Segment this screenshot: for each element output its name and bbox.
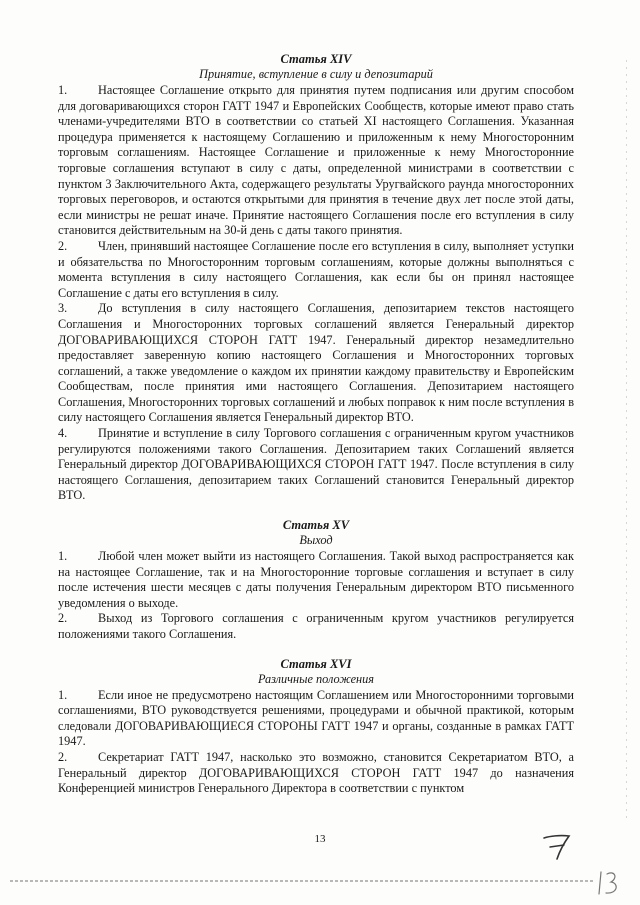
paragraph-number: 2.: [58, 749, 68, 764]
paragraph-text: Член, принявший настоящее Соглашение после его вступления в силу, выполняет уступки и обязательства по Многосторонним торговым соглашениям, которые должны выполняться с момента вступления в силу настоящего Соглашения, как если бы он принял настоящее Соглашение с даты его вступления в силу.: [58, 238, 574, 300]
article-subtitle: Принятие, вступление в силу и депозитарий: [199, 67, 433, 81]
paragraph-text: Выход из Торгового соглашения с ограниченным кругом участников регулируется положениями такого Соглашения.: [58, 611, 574, 641]
paragraph: [58, 688, 574, 750]
article-title: Статья XV: [282, 518, 350, 533]
paragraph: [58, 239, 574, 301]
handwritten-mark-13: [596, 868, 622, 898]
article-xiv: [58, 52, 574, 504]
paragraph-text: Любой член может выйти из настоящего Соглашения. Такой выход распространяется как на настоящее Соглашение, так и на Многосторонние торговые соглашения и вступает в силу после истечения шести месяцев с даты получения Генеральным директором ВТО письменного уведомления о выходе.: [58, 549, 574, 610]
paragraph-text: Секретариат ГАТТ 1947, насколько это возможно, становится Секретариатом ВТО, а Генеральный директор ДОГОВАРИВАЮЩИХСЯ СТОРОН ГАТТ 1947 до назначения Конференцией министров Генерального Директора в соответствии с пунктом: [58, 749, 574, 796]
paragraph-number: 4.: [58, 426, 68, 441]
document-body: [58, 52, 574, 811]
paragraph: [58, 426, 574, 504]
paragraph-number: 2.: [58, 611, 68, 626]
paragraph-text: Принятие и вступление в силу Торгового соглашения с ограниченным кругом участников регулируются положениями такого Соглашения. Депозитарием таких Соглашений является Генеральный директор ДОГОВАРИВАЮЩИХСЯ СТОРОН ГАТТ 1947. После вступления в силу настоящего Соглашения, депозитарием таких Соглашений становится Генеральный директор ВТО.: [58, 426, 574, 503]
scan-edge-right: [626, 60, 627, 820]
paragraph-number: 2.: [58, 238, 68, 253]
article-xv: [58, 518, 574, 643]
paragraph: [58, 301, 574, 426]
paragraph-number: 3.: [58, 301, 68, 316]
article-subtitle: Выход: [299, 533, 333, 548]
paragraph-number: 1.: [58, 687, 68, 702]
paragraph-text: До вступления в силу настоящего Соглашения, депозитарием текстов настоящего Соглашения и Многосторонних торговых соглашений является Генеральный директор ДОГОВАРИВАЮЩИХСЯ СТОРОН ГАТТ 1947. Генеральный директор незамедлительно предоставляет заверенную копию настоящего Соглашения и Многосторонних торговых соглашений, а также уведомление о каждом их принятии каждому правительству и Европейским Сообществам, после принятия ими настоящего Соглашения. Депозитарием настоящего Соглашения, Многосторонних торговых соглашений и любых поправок к ним после вступления в силу настоящего Соглашения является Генеральный директор ВТО.: [58, 301, 574, 425]
paragraph-text: Настоящее Соглашение открыто для принятия путем подписания или другим способом для договаривающихся сторон ГАТТ 1947 и Европейских Сообществ, которые имеют право стать членами-учредителями ВТО в соответствии со статьей XI настоящего Соглашения. Указанная процедура применяется к настоящему Соглашению и приложенным к нему Многосторонним торговым соглашениям. Настоящее Соглашение и приложенные к нему Многосторонние торговые соглашения вступают в силу с даты, определенной министрами в соответствии с пунктом 3 Заключительного Акта, содержащего результаты Уругвайского раунда многосторонних торговых переговоров, и остаются открытыми для принятия в течение двух лет после этой даты, если министры не решат иначе. Принятие настоящего Соглашения после его вступления в силу становится действительным на 30-й день с даты такого принятия.: [58, 83, 574, 238]
paragraph: [58, 549, 574, 611]
paragraph: [58, 611, 574, 642]
handwritten-mark-7: [540, 830, 574, 862]
paragraph-number: 1.: [58, 83, 68, 97]
page-number: 13: [314, 833, 326, 845]
scan-edge-bottom: [10, 880, 595, 882]
article-title: Статья XVI: [280, 656, 352, 671]
paragraph: [58, 83, 574, 239]
article-title: Статья XIV: [280, 52, 352, 66]
paragraph-number: 1.: [58, 549, 68, 564]
paragraph: [58, 750, 574, 797]
article-xvi: [58, 657, 574, 797]
paragraph-text: Если иное не предусмотрено настоящим Соглашением или Многосторонними торговыми соглашениями, ВТО руководствуется решениями, процедурами и обычной практикой, которым следовали ДОГОВАРИВАЮЩИЕСЯ СТОРОНЫ ГАТТ 1947 и органы, созданные в рамках ГАТТ 1947.: [58, 687, 574, 749]
article-subtitle: Различные положения: [257, 671, 375, 686]
